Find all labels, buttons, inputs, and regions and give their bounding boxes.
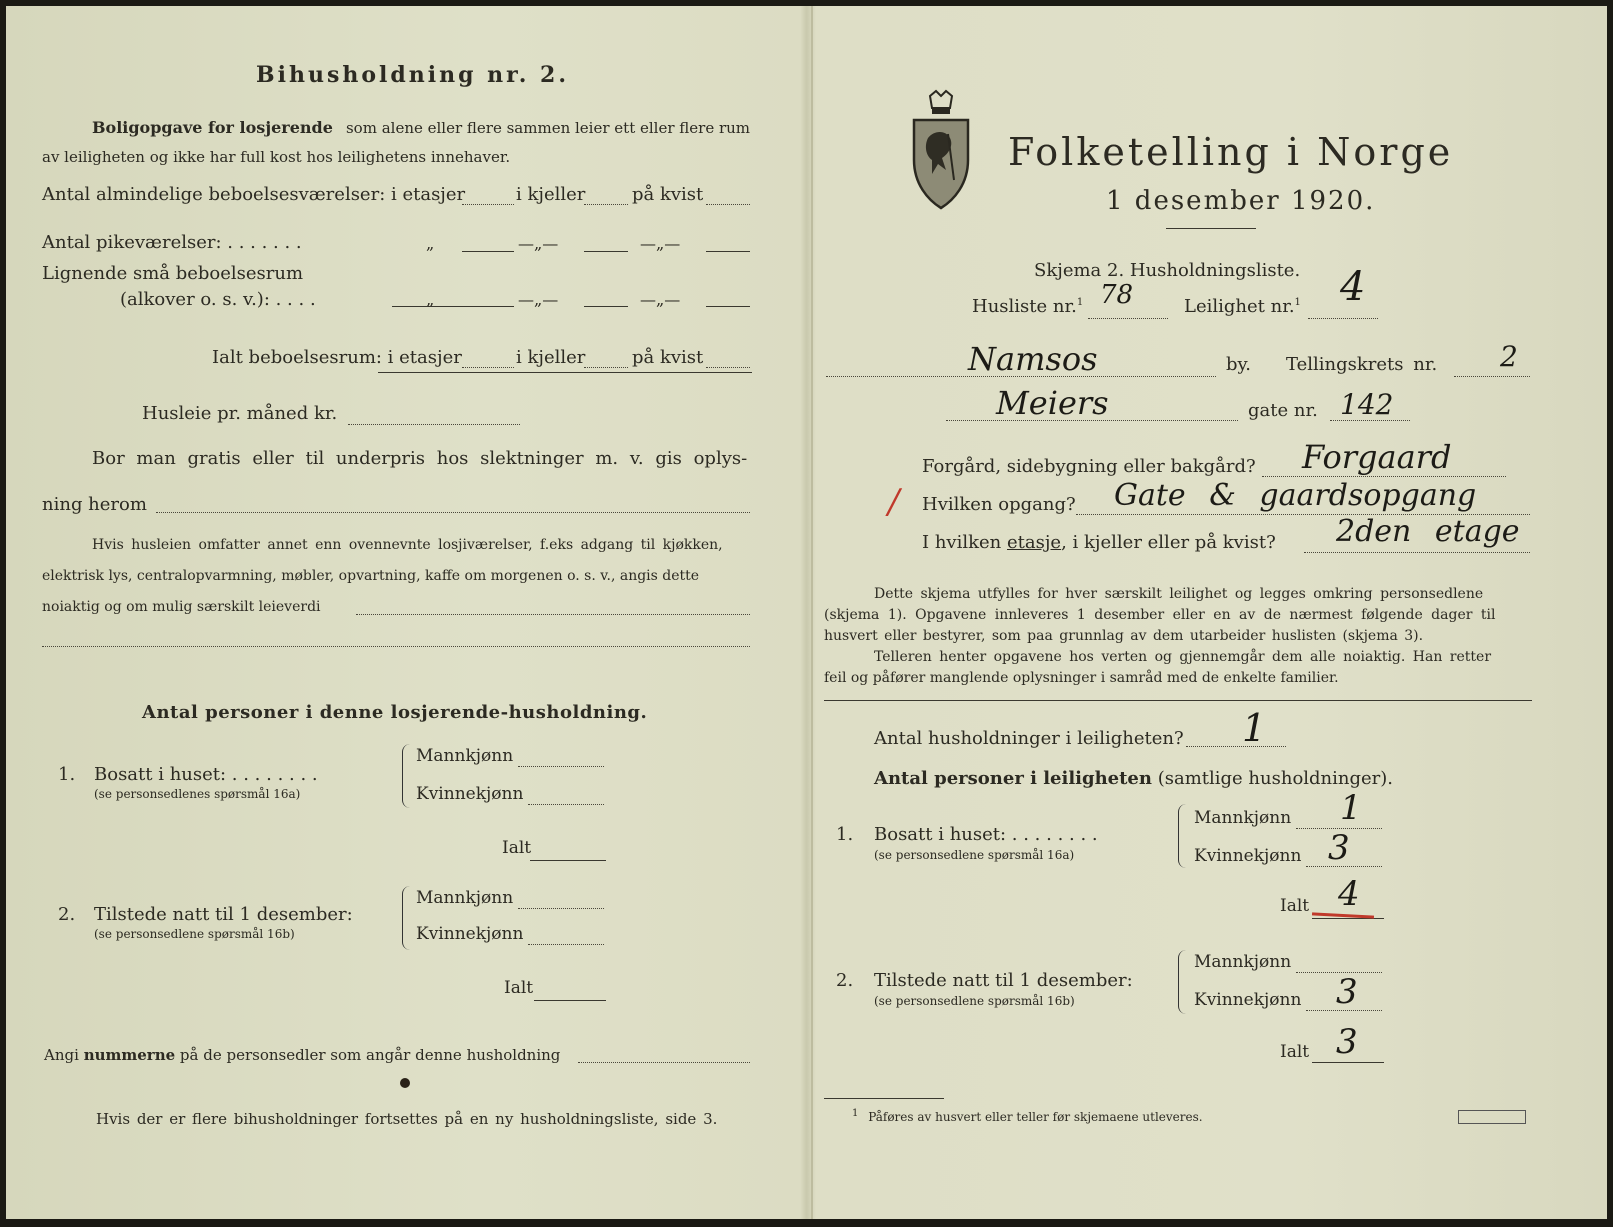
right-date: 1 desember 1920.: [1106, 186, 1376, 216]
etasje-value[interactable]: 2den etage: [1336, 514, 1520, 549]
left-q1-mann-label: Mannkjønn: [416, 746, 514, 766]
skjema-label: Skjema 2. Husholdningsliste.: [1034, 260, 1301, 281]
antal-pers-bold: Antal personer i leiligheten: [874, 768, 1152, 789]
coat-of-arms-icon: [906, 88, 976, 212]
left-q1-num: 1.: [58, 764, 76, 785]
right-q1-label: Bosatt i huset: . . . . . . . .: [874, 824, 1098, 845]
left-q2-kvinne-field[interactable]: [528, 944, 604, 945]
right-q2-ialt-field: [1312, 1062, 1384, 1063]
right-q2-kvinne-label: Kvinnekjønn: [1194, 990, 1302, 1010]
note-line-5: feil og påfører manglende oplysninger i samråd med de enkelte familier.: [824, 670, 1339, 686]
ditto-dash: —„—: [518, 234, 559, 253]
footnote-rule: [824, 1098, 944, 1099]
antal-hush-value[interactable]: 1: [1242, 706, 1267, 750]
pike-kjeller-field[interactable]: [584, 251, 628, 252]
tellingskrets-field: [1454, 376, 1530, 377]
left-q1-ialt-label: Ialt: [502, 838, 532, 858]
antal-pers-rest: (samtlige husholdninger).: [1157, 768, 1394, 789]
right-q2-brace: [1178, 950, 1187, 1014]
leilighet-label: [1184, 296, 1301, 317]
by-value[interactable]: Namsos: [968, 340, 1098, 378]
right-q2-ialt-label: Ialt: [1280, 1042, 1310, 1062]
antal-alm-label: Antal almindelige beboelsesværelser: i etasjer: [42, 184, 466, 205]
right-q2-num: 2.: [836, 970, 854, 991]
angi-line: [44, 1046, 560, 1064]
page-fold: [811, 6, 813, 1219]
left-q2-ialt-label: Ialt: [504, 978, 534, 998]
printer-stamp: [1458, 1110, 1526, 1124]
bor-line-2: ning herom: [42, 494, 147, 515]
opgang-value[interactable]: Gate & gaardsopgang: [1114, 478, 1477, 513]
alm-kvist-label: på kvist: [632, 184, 704, 205]
left-q2-sub: (se personsedlene spørsmål 16b): [94, 927, 295, 941]
ditto-mark: „: [426, 290, 435, 309]
ialt-etasjer-field[interactable]: [462, 367, 514, 368]
husleie-label: Husleie pr. måned kr.: [142, 403, 338, 424]
gate-nr-value[interactable]: 142: [1340, 388, 1394, 421]
opgang-red-mark: /: [888, 482, 900, 522]
by-label: by.: [1226, 354, 1252, 375]
tellingskrets-value[interactable]: 2: [1500, 340, 1518, 373]
intro-bold: Boligopgave for losjerende: [92, 118, 333, 137]
angi-pre: Angi: [44, 1046, 79, 1064]
right-q2-kvinne-value[interactable]: 3: [1336, 972, 1358, 1012]
ialt-kjeller-field[interactable]: [584, 367, 628, 368]
right-q2-kvinne-field: [1306, 1010, 1382, 1011]
ialt-kjeller-label: i kjeller: [516, 347, 586, 368]
alm-kjeller-label: i kjeller: [516, 184, 586, 205]
leilighet-field: [1308, 318, 1378, 319]
right-q1-kvinne-value[interactable]: 3: [1328, 828, 1350, 868]
angi-rest: på de personsedler som angår denne husholdning: [179, 1046, 561, 1064]
right-q2-ialt-value[interactable]: 3: [1336, 1022, 1358, 1062]
right-q1-ialt-label: Ialt: [1280, 896, 1310, 916]
alm-kjeller-field[interactable]: [584, 204, 628, 205]
footnote-text: Påføres av husvert eller teller før skjemaene utleveres.: [868, 1110, 1203, 1124]
ialt-kvist-label: på kvist: [632, 347, 704, 368]
left-q1-ialt-field[interactable]: [530, 860, 606, 861]
right-q2-mann-label: Mannkjønn: [1194, 952, 1292, 972]
etasje-label-post: , i kjeller eller på kvist?: [1061, 532, 1276, 553]
alm-etasjer-field[interactable]: [462, 204, 514, 205]
husleie-field[interactable]: [348, 424, 520, 425]
lignende-etasjer-field[interactable]: [392, 306, 514, 307]
husliste-value[interactable]: 78: [1100, 280, 1134, 310]
note-line-2: (skjema 1). Opgavene innleveres 1 desember eller en av de nærmest følgende dager til: [824, 607, 1496, 623]
hvis-line-3: noiaktig og om mulig særskilt leieverdi: [42, 599, 321, 615]
right-q1-mann-value[interactable]: 1: [1340, 788, 1362, 828]
note-line-1: Dette skjema utfylles for hver særskilt leilighet og legges omkring personsedlene: [874, 586, 1484, 602]
gate-field: [946, 420, 1238, 421]
leieverdi-field[interactable]: [356, 614, 750, 615]
lignende-label-1: Lignende små beboelsesrum: [42, 263, 304, 284]
angi-field[interactable]: [578, 1062, 750, 1063]
right-q1-ialt-value[interactable]: 4: [1338, 874, 1360, 914]
gate-nr-field: [1330, 420, 1410, 421]
intro-rest: som alene eller flere sammen leier ett eller flere rum: [345, 119, 751, 137]
left-q2-mann-label: Mannkjønn: [416, 888, 514, 908]
left-section-title: Antal personer i denne losjerende-husholdning.: [142, 702, 648, 723]
hvis-line-2: elektrisk lys, centralopvarmning, møbler, opvartning, kaffe om morgenen o. s. v., angis dette: [42, 568, 700, 584]
intro-line-2: av leiligheten og ikke har full kost hos leilighetens innehaver.: [42, 148, 511, 166]
left-q2-label: Tilstede natt til 1 desember:: [94, 904, 353, 925]
right-q1-sub: (se personsedlene spørsmål 16a): [874, 848, 1075, 862]
footnote-num: 1: [852, 1108, 859, 1119]
leilighet-value[interactable]: 4: [1340, 264, 1366, 310]
bor-line-1: Bor man gratis eller til underpris hos slektninger m. v. gis oplys-: [92, 448, 748, 469]
right-q1-mann-label: Mannkjønn: [1194, 808, 1292, 828]
right-q1-kvinne-field: [1306, 866, 1382, 867]
right-q1-kvinne-label: Kvinnekjønn: [1194, 846, 1302, 866]
right-title: Folketelling i Norge: [1008, 130, 1454, 174]
angi-bold: nummerne: [83, 1046, 176, 1064]
ialt-rum-underline: [378, 372, 752, 373]
alm-kvist-field[interactable]: [706, 204, 750, 205]
ialt-rum-label: Ialt beboelsesrum: i etasjer: [212, 347, 462, 368]
leilighet-sup: 1: [1294, 297, 1301, 308]
right-q1-brace: [1178, 804, 1187, 868]
husliste-sup: 1: [1076, 297, 1084, 308]
ialt-kvist-field[interactable]: [706, 367, 750, 368]
etasje-field: [1304, 552, 1530, 553]
etasje-label-underlined: etasje: [1007, 532, 1062, 553]
left-q2-ialt-field[interactable]: [534, 1000, 606, 1001]
forgaard-value[interactable]: Forgaard: [1302, 438, 1452, 476]
left-q2-mann-field[interactable]: [518, 908, 604, 909]
leieverdi-field-2[interactable]: [42, 646, 750, 647]
by-field: [826, 376, 1216, 377]
lignende-label-2: (alkover o. s. v.): . . . .: [120, 289, 316, 310]
ditto-dash: —„—: [518, 290, 559, 309]
right-q2-sub: (se personsedlene spørsmål 16b): [874, 994, 1075, 1008]
intro-line-1: [92, 118, 750, 137]
footnote: [852, 1108, 1203, 1124]
left-q1-brace: [402, 744, 411, 808]
left-title: Bihusholdning nr. 2.: [256, 62, 569, 88]
husliste-label: [972, 296, 1083, 317]
etasje-label: [922, 532, 1276, 553]
tellingskrets-label: Tellingskrets nr.: [1286, 354, 1438, 375]
left-q2-num: 2.: [58, 904, 76, 925]
husliste-label-text: Husliste nr.: [972, 296, 1077, 317]
opgang-label: Hvilken opgang?: [922, 494, 1076, 515]
date-rule: [1166, 228, 1256, 229]
ditto-mark: „: [426, 234, 435, 253]
leilighet-label-text: Leilighet nr.: [1184, 296, 1295, 317]
left-q1-sub: (se personsedlenes spørsmål 16a): [94, 787, 301, 801]
left-q1-kvinne-field[interactable]: [528, 804, 604, 805]
pike-etasjer-field[interactable]: [462, 251, 514, 252]
gate-value[interactable]: Meiers: [996, 384, 1109, 422]
hvis-line-1: Hvis husleien omfatter annet enn ovennevnte losjiværelser, f.eks adgang til kjøkken,: [92, 537, 723, 553]
etasje-label-pre: I hvilken: [922, 532, 1002, 553]
notes-rule: [824, 700, 1532, 701]
left-q1-kvinne-label: Kvinnekjønn: [416, 784, 524, 804]
ditto-dash: —„—: [640, 290, 681, 309]
antal-hush-field: [1186, 746, 1286, 747]
husliste-field: [1088, 318, 1168, 319]
left-q2-kvinne-label: Kvinnekjønn: [416, 924, 524, 944]
antal-hush-label: Antal husholdninger i leiligheten?: [874, 728, 1184, 749]
left-q1-label: Bosatt i huset: . . . . . . . .: [94, 764, 318, 785]
gate-label: gate nr.: [1248, 400, 1318, 421]
ditto-dash: —„—: [640, 234, 681, 253]
bor-field[interactable]: [156, 512, 750, 513]
note-line-4: Telleren henter opgavene hos verten og gjennemgår dem alle noiaktig. Han retter: [874, 649, 1492, 665]
forgaard-label: Forgård, sidebygning eller bakgård?: [922, 456, 1256, 477]
census-form-sheet: [6, 6, 1607, 1219]
pike-kvist-field[interactable]: [706, 251, 750, 252]
antal-pers-line: [874, 768, 1393, 789]
forgaard-field: [1262, 476, 1506, 477]
lignende-kjeller-field[interactable]: [584, 306, 628, 307]
note-line-3: husvert eller bestyrer, som paa grunnlag av dem utarbeider huslisten (skjema 3).: [824, 628, 1424, 644]
ink-spot: [400, 1078, 410, 1088]
left-q2-brace: [402, 886, 411, 950]
right-q2-label: Tilstede natt til 1 desember:: [874, 970, 1133, 991]
lignende-kvist-field[interactable]: [706, 306, 750, 307]
left-q1-mann-field[interactable]: [518, 766, 604, 767]
right-q1-num: 1.: [836, 824, 854, 845]
left-footer: Hvis der er flere bihusholdninger fortsettes på en ny husholdningsliste, side 3.: [96, 1110, 718, 1128]
pike-label: Antal pikeværelser: . . . . . . .: [42, 232, 302, 253]
